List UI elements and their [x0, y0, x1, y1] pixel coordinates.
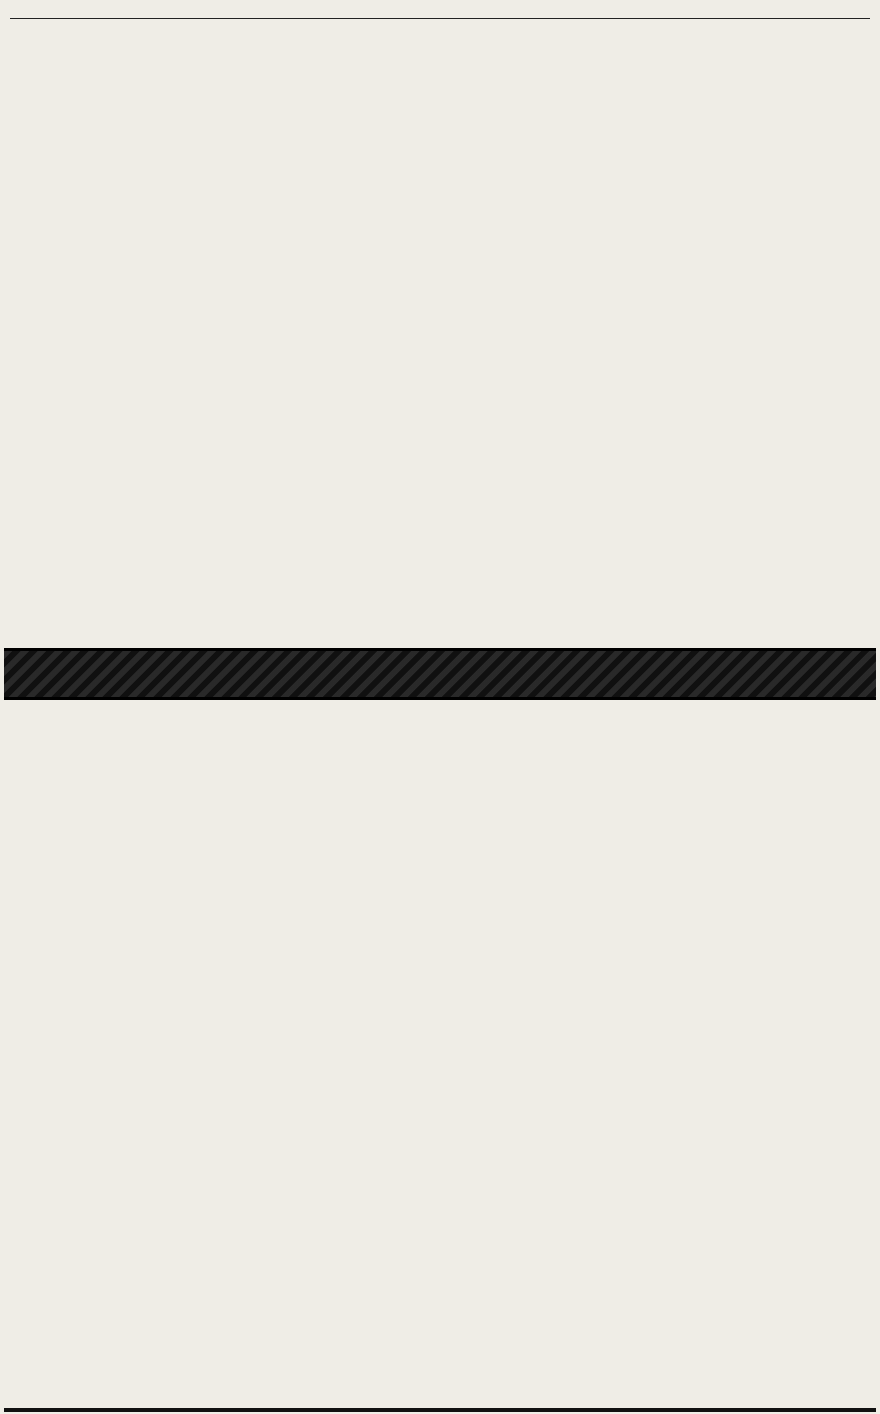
service-guide-banner — [4, 648, 876, 700]
help-wanted-columns — [4, 20, 876, 645]
banner-pattern — [4, 651, 876, 697]
page-header — [10, 4, 870, 19]
service-guide-columns — [4, 698, 876, 1410]
page-bottom-rule — [4, 1408, 876, 1412]
